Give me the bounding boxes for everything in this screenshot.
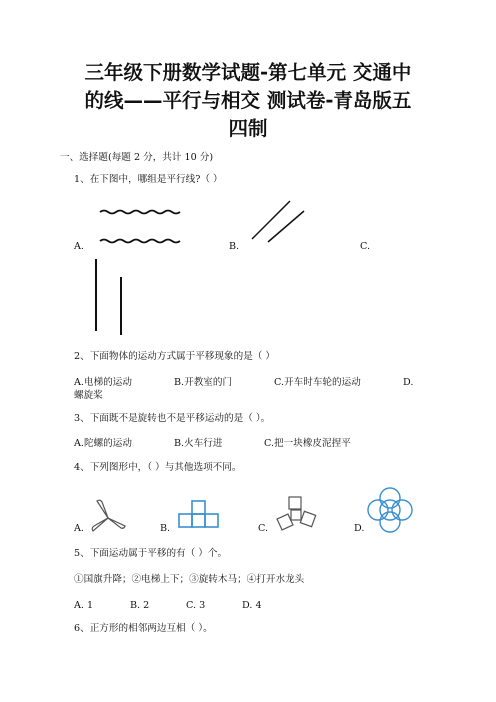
question-4-text: 4、下列图形中，（ ）与其他选项不同。 [74,462,242,473]
q5-option-b: B. 2 [130,600,150,611]
q2-option-a: A.电梯的运动 [74,377,132,388]
q1-option-c: C. [360,241,371,252]
page-title-line-1: 三年级下册数学试题-第七单元 交通中 [84,61,412,84]
q3-option-b: B.火车行进 [174,438,223,449]
question-3-text: 3、下面既不是旋转也不是平移运动的是（ ）。 [74,413,271,424]
q3-option-c: C.把一块橡皮泥捏平 [264,438,351,449]
q4-option-d: D. [354,523,365,534]
q1-figure-b-slanted-lines [248,197,308,245]
q4-option-b: B. [160,523,171,534]
q1-figure-a-wavy-lines [95,205,185,247]
q2-option-b: B.开教室的门 [174,377,233,388]
page-title-line-2: 的线——平行与相交 测试卷-青岛版五 [84,89,412,112]
q5-items: ①国旗升降；②电梯上下；③旋转木马；④打开水龙头 [74,574,305,585]
q5-option-a: A. 1 [74,600,94,611]
q5-option-d: D. 4 [242,600,262,611]
page-title-line-3: 四制 [228,117,268,140]
q2-option-d-continued: 螺旋桨 [74,390,103,401]
q4-figure-d-flower [367,487,413,533]
section-heading: 一、选择题(每题 2 分，共计 10 分) [60,152,214,163]
q4-figure-b-squares [176,500,226,530]
q4-figure-c-rotated-squares [275,494,319,536]
q3-option-a: A.陀螺的运动 [74,438,132,449]
question-2-text: 2、下面物体的运动方式属于平移现象的是（ ） [74,351,276,362]
q1-option-b: B. [229,241,240,252]
q1-figure-c-vertical-lines [88,255,128,337]
q2-option-c: C.开车时车轮的运动 [274,377,361,388]
q4-option-a: A. [74,523,84,534]
q5-option-c: C. 3 [186,600,206,611]
question-6-text: 6、正方形的相邻两边互相（ ）。 [74,623,213,634]
q4-option-c: C. [258,523,269,534]
question-1-text: 1、在下图中，哪组是平行线?（ ） [74,174,223,185]
question-5-text: 5、下面运动属于平移的有（ ）个。 [74,548,228,559]
q2-option-d: D. [403,377,414,388]
q1-option-a: A. [74,241,84,252]
q4-figure-a-three-blades [88,498,128,536]
